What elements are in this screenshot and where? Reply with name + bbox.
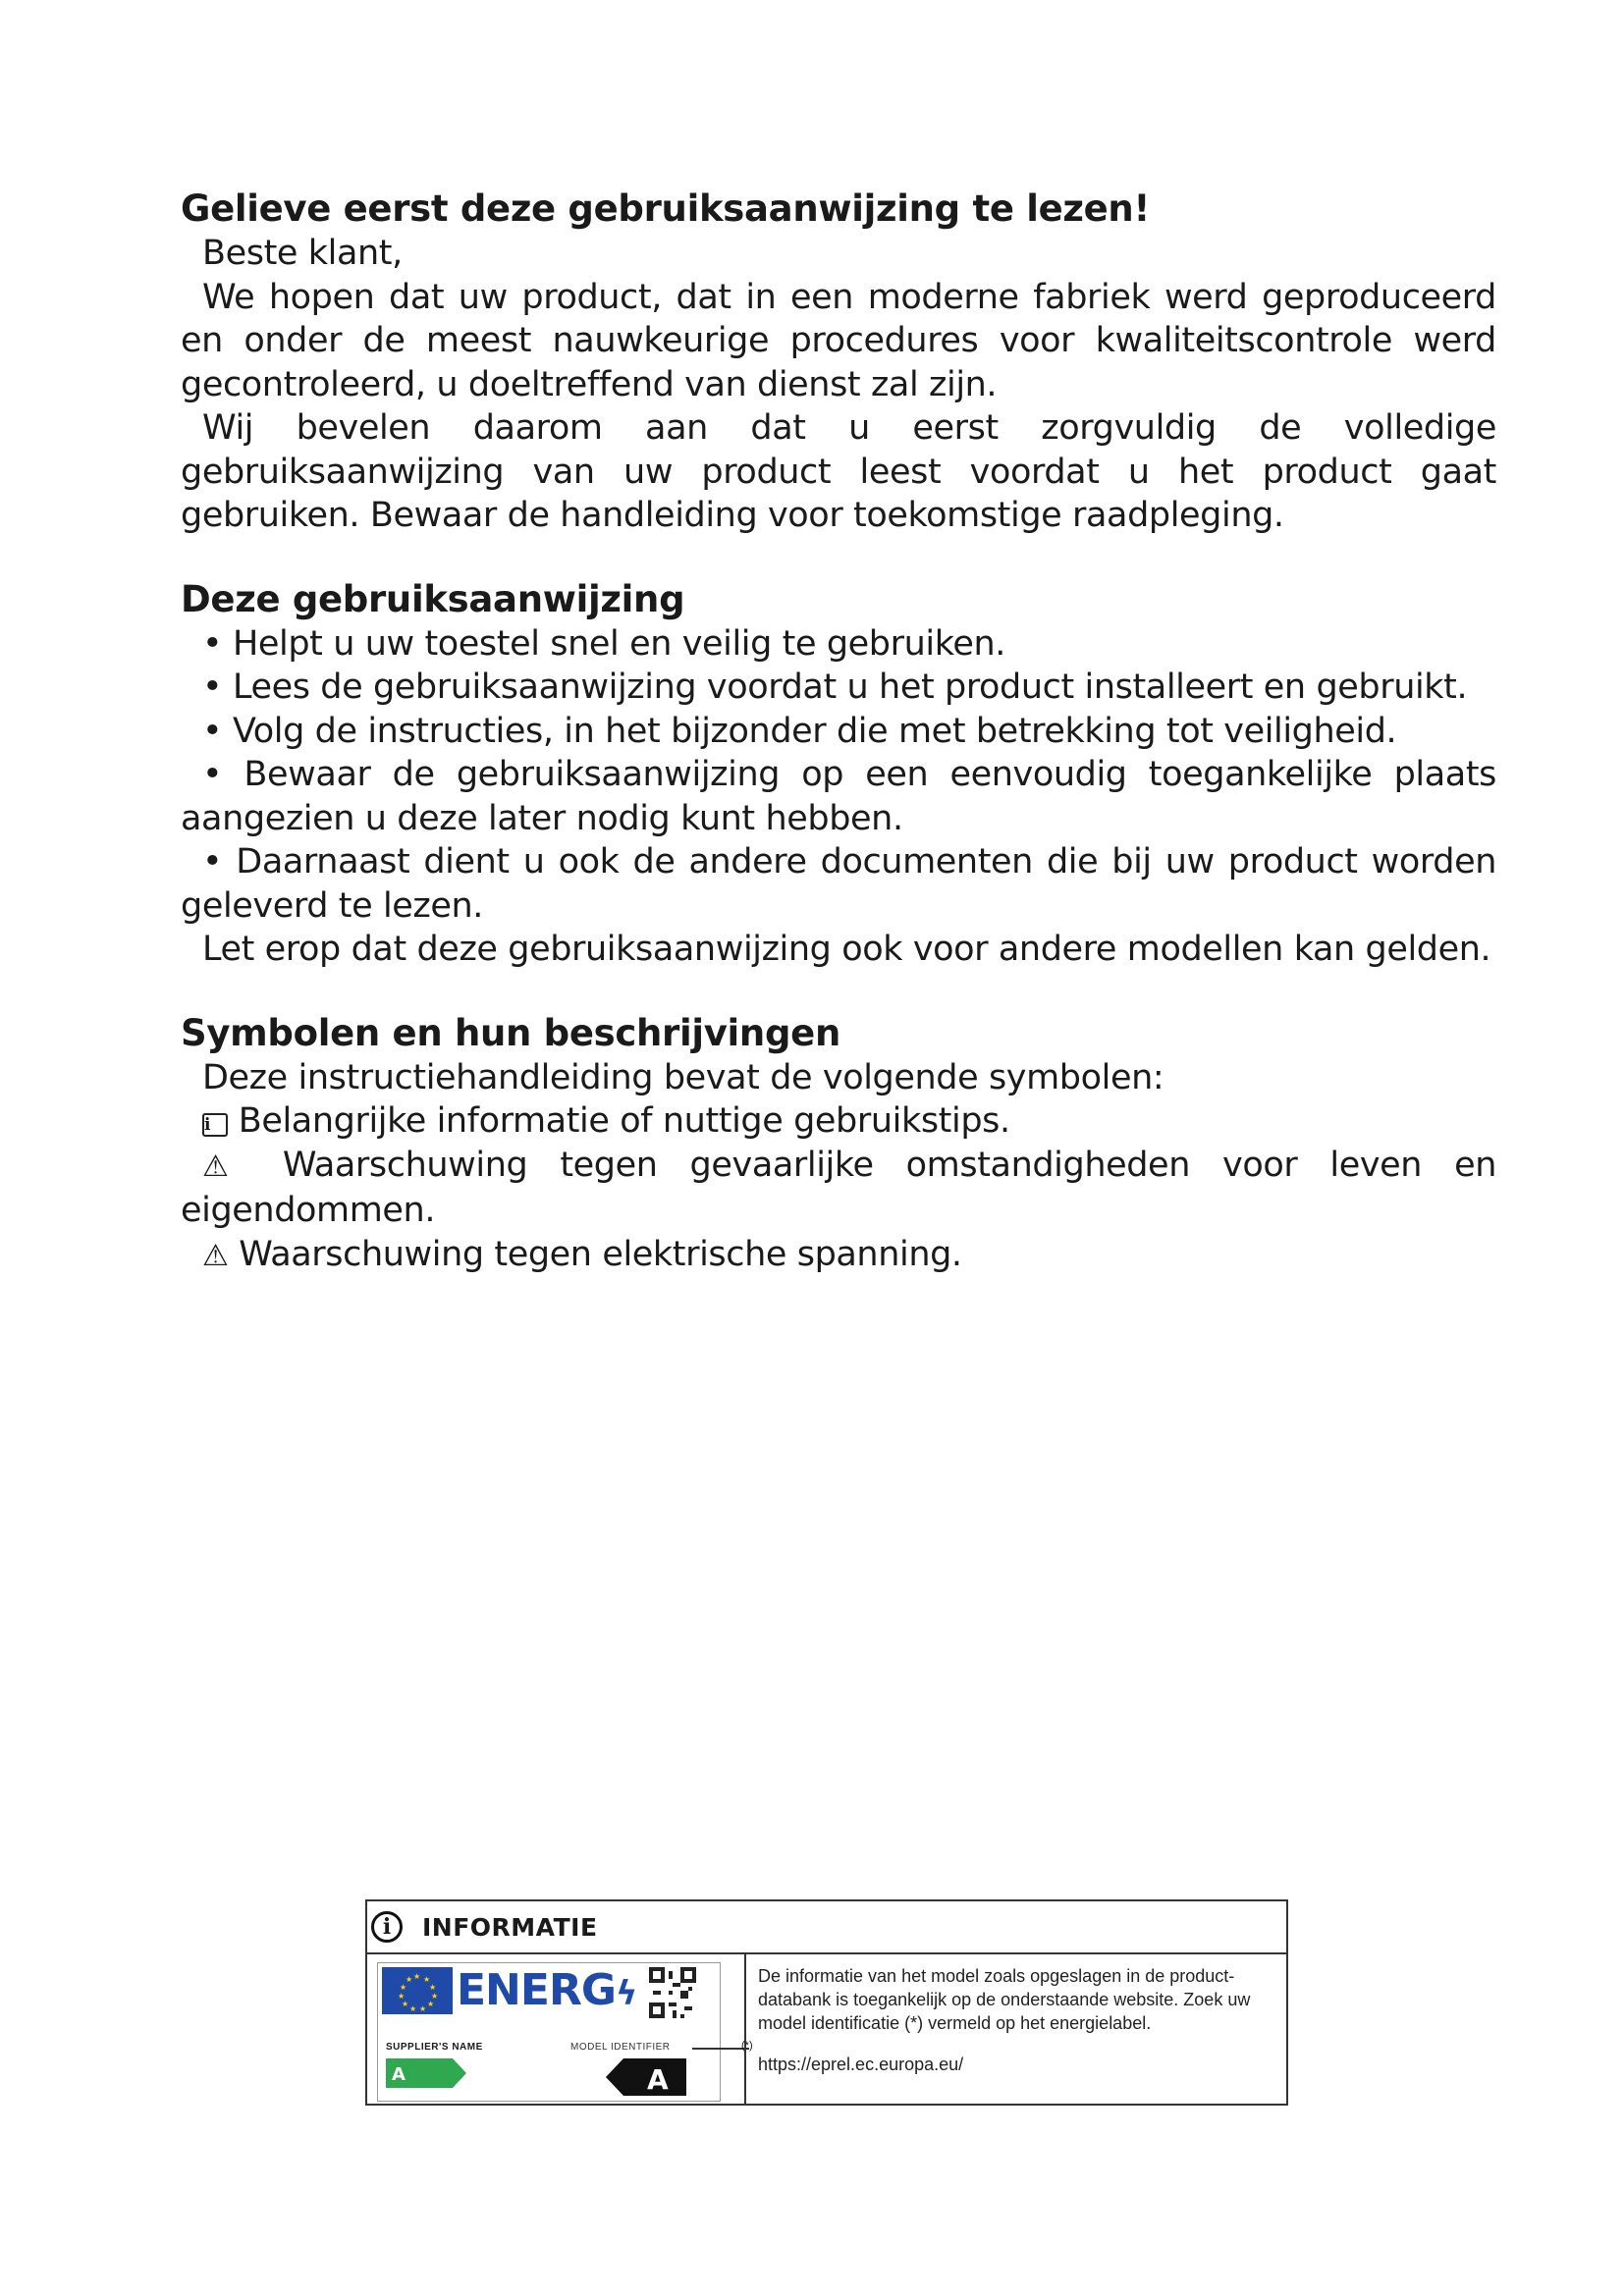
energy-class-black-arrow [606,2058,686,2096]
information-box [365,1899,1288,2106]
symbol-item-info [181,1099,1496,1144]
intro-paragraph-2: Wij bevelen daarom aan dat u eerst zorgvuldig de volledige gebruiksaanwijzing van uw product leest voordat u het product gaat gebruiken. Bewaar de handleiding voor toekomstige raadpleging. [181,408,1496,535]
symbol-text: Waarschuwing tegen gevaarlijke omstandigheden voor leven en eigendommen. [181,1145,1497,1230]
symbol-item-warning [181,1144,1496,1233]
qr-code-icon [649,1967,696,2018]
energy-class-green-arrow [386,2058,466,2088]
supplier-name-label: SUPPLIER'S NAME [386,2042,483,2053]
information-text: De informatie van het model zoals opgeslagen in de product-databank is toegankelijk op de onderstaande website. Zoek uw model identificatie (*) vermeld op het energielabel. [758,1966,1251,2033]
info-circle-icon: i [371,1911,403,1943]
symbol-text: Waarschuwing tegen elektrische spanning. [239,1234,962,1274]
eu-flag-icon: ★ ★ ★ ★ ★ ★ ★ ★ ★ ★ ★ [382,1967,453,2014]
svg-text:A: A [647,2063,669,2096]
manual-note: Let erop dat deze gebruiksaanwijzing ook voor andere modellen kan gelden. [202,930,1491,969]
asterisk-marker: (*) [741,2040,753,2052]
energy-label-cell [367,1954,753,2106]
manual-bullet: • Volg de instructies, in het bijzonder die met betrekking tot veiligheid. [202,711,1397,751]
information-title: INFORMATIE [422,1912,598,1942]
manual-page [181,187,1496,1278]
info-icon: i [202,1113,228,1137]
symbol-text: Belangrijke informatie of nuttige gebruikstips. [238,1101,1010,1141]
information-header [367,1901,1286,1954]
manual-bullet: • Lees de gebruiksaanwijzing voordat u het product installeert en gebruikt. [202,667,1468,707]
model-identifier-label: MODEL IDENTIFIER [570,2042,671,2053]
electric-warning-icon: ⚠ [202,1238,229,1273]
energy-label-wordmark: ENERGϟ [457,1965,637,2015]
svg-text:A: A [392,2064,406,2085]
manual-bullet: • Bewaar de gebruiksaanwijzing op een eenvoudig toegankelijke plaats aangezien u deze later nodig kunt hebben. [181,755,1496,838]
symbols-intro: Deze instructiehandleiding bevat de volgende symbolen: [202,1057,1164,1097]
energy-label-image [377,1962,753,2102]
intro-heading: Gelieve eerst deze gebruiksaanwijzing te lezen! [181,187,1151,230]
symbols-heading: Symbolen en hun beschrijvingen [181,1011,840,1054]
warning-icon: ⚠ [202,1148,250,1184]
manual-bullet: • Daarnaast dient u ook de andere documenten die bij uw product worden geleverd te lezen. [181,842,1496,926]
manual-heading: Deze gebruiksaanwijzing [181,577,685,620]
information-text-cell [746,1954,1286,2106]
manual-bullet: • Helpt u uw toestel snel en veilig te gebruiken. [202,623,1005,664]
intro-paragraph-1: We hopen dat uw product, dat in een moderne fabriek werd geproduceerd en onder de meest nauwkeurige procedures voor kwaliteitscontrole werd gecontroleerd, u doeltreffend van dienst zal zijn. [181,277,1496,404]
symbol-item-electric [181,1233,1496,1279]
eprel-link[interactable]: https://eprel.ec.europa.eu/ [758,2055,964,2074]
greeting: Beste klant, [202,234,403,273]
